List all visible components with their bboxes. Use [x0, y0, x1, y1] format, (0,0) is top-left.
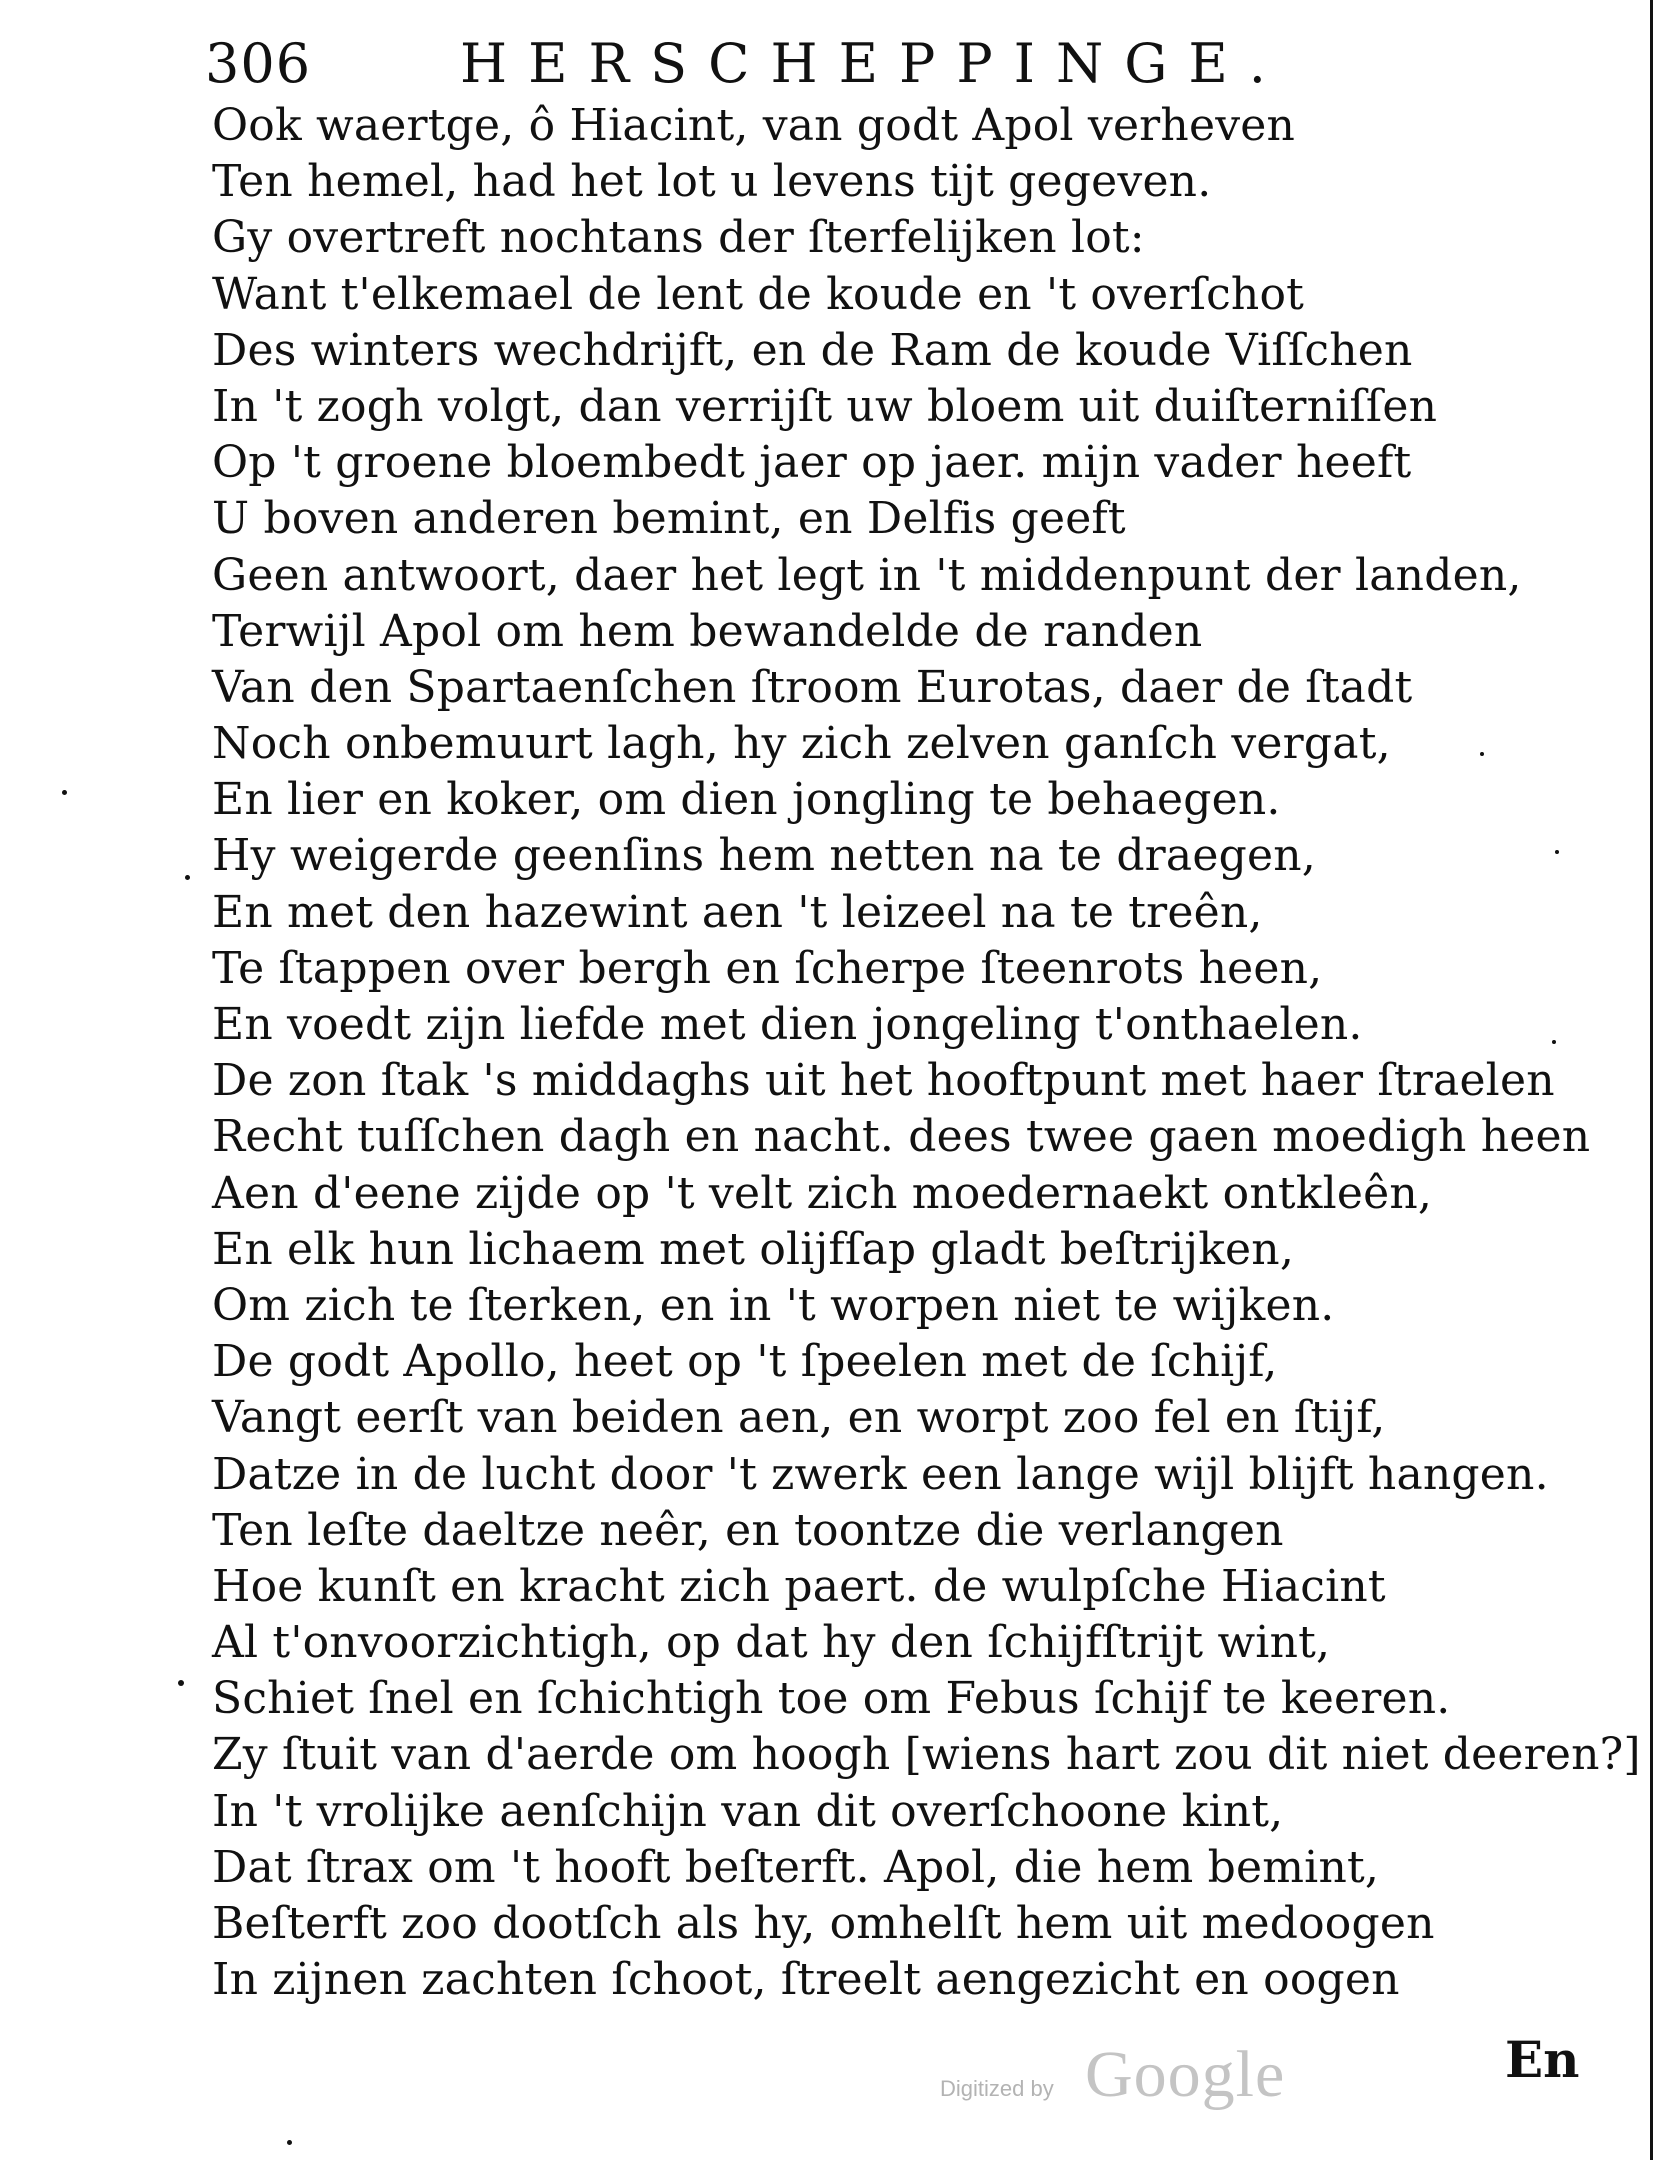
- verse-line: Al t'onvoorzichtigh, op dat hy den ſchijfſtrijt wint,: [212, 1617, 1331, 1669]
- verse-text: [212, 98, 1641, 2008]
- ink-speck: [178, 1680, 184, 1686]
- verse-line: Ten leſte daeltze neêr, en toontze die verlangen: [212, 1504, 1284, 1556]
- running-title: HERSCHEPPINGE.: [460, 32, 1287, 95]
- verse-line: Aen d'eene zijde op 't velt zich moedernaekt ontkleên,: [212, 1167, 1433, 1219]
- verse-line: En met den hazewint aen 't leizeel na te treên,: [212, 886, 1263, 938]
- ink-speck: [62, 790, 67, 795]
- ink-speck: [185, 875, 190, 880]
- verse-line: Schiet ſnel en ſchichtigh toe om Febus ſchijf te keeren.: [212, 1673, 1451, 1725]
- verse-line: In zijnen zachten ſchoot, ſtreelt aengezicht en oogen: [212, 1954, 1400, 2006]
- verse-line: Terwijl Apol om hem bewandelde de randen: [212, 605, 1203, 657]
- verse-line: Vangt eerſt van beiden aen, en worpt zoo fel en ſtijf,: [212, 1392, 1386, 1444]
- verse-line: Datze in de lucht door 't zwerk een lange wijl blijft hangen.: [212, 1448, 1549, 1500]
- verse-line: Des winters wechdrijft, en de Ram de koude Viſſchen: [212, 324, 1413, 376]
- ink-speck: [1480, 752, 1484, 756]
- verse-line: Hy weigerde geenſins hem netten na te draegen,: [212, 830, 1316, 882]
- verse-line: Want t'elkemael de lent de koude en 't overſchot: [212, 268, 1305, 320]
- ink-speck: [1555, 850, 1559, 854]
- verse-line: Beſterft zoo dootſch als hy, omhelſt hem uit medoogen: [212, 1898, 1435, 1949]
- verse-line: De zon ſtak 's middaghs uit het hooftpunt met haer ſtraelen: [212, 1055, 1555, 1107]
- ink-speck: [1552, 1040, 1556, 1044]
- verse-line: En elk hun lichaem met olijfſap gladt beſtrijken,: [212, 1223, 1295, 1275]
- verse-line: De godt Apollo, heet op 't ſpeelen met de ſchijf,: [212, 1336, 1278, 1388]
- digitized-watermark: [940, 2040, 1300, 2120]
- verse-line: En lier en koker, om dien jongling te behaegen.: [212, 774, 1281, 826]
- verse-line: Geen antwoort, daer het legt in 't middenpunt der landen,: [212, 549, 1522, 601]
- verse-line: Gy overtreft nochtans der ſterfelijken lot:: [212, 212, 1145, 264]
- verse-line: U boven anderen bemint, en Delfis geeft: [212, 493, 1126, 545]
- verse-line: En voedt zijn liefde met dien jongeling t'onthaelen.: [212, 999, 1363, 1050]
- verse-line: Hoe kunſt en kracht zich paert. de wulpſche Hiacint: [212, 1560, 1386, 1612]
- verse-line: In 't vrolijke aenſchijn van dit overſchoone kint,: [212, 1785, 1284, 1837]
- page-number: 306: [205, 32, 312, 95]
- page-header: [205, 30, 1405, 100]
- page-edge-rule: [1650, 0, 1653, 2160]
- verse-line: Noch onbemuurt lagh, hy zich zelven ganſch vergat,: [212, 718, 1391, 770]
- digitized-by-label: Digitized by: [940, 2076, 1054, 2101]
- verse-line: Recht tuſſchen dagh en nacht. dees twee gaen moedigh heen: [212, 1111, 1591, 1163]
- verse-line: Ook waertge, ô Hiacint, van godt Apol verheven: [212, 100, 1296, 151]
- google-logo: Google: [1085, 2038, 1286, 2111]
- verse-line: Op 't groene bloembedt jaer op jaer. mijn vader heeft: [212, 437, 1412, 489]
- verse-line: Ten hemel, had het lot u levens tijt gegeven.: [212, 156, 1212, 208]
- verse-line: In 't zogh volgt, dan verrijſt uw bloem uit duiſterniſſen: [212, 380, 1438, 432]
- verse-line: Te ſtappen over bergh en ſcherpe ſteenrots heen,: [212, 942, 1323, 994]
- verse-line: Van den Spartaenſchen ſtroom Eurotas, daer de ſtadt: [212, 661, 1413, 713]
- verse-line: Om zich te ſterken, en in 't worpen niet te wijken.: [212, 1279, 1335, 1331]
- verse-line: Dat ſtrax om 't hooft beſterft. Apol, die hem bemint,: [212, 1841, 1380, 1893]
- catchword: En: [1505, 2030, 1580, 2089]
- verse-line: Zy ſtuit van d'aerde om hoogh [wiens hart zou dit niet deeren?]: [212, 1729, 1641, 1781]
- ink-speck: [287, 2140, 292, 2145]
